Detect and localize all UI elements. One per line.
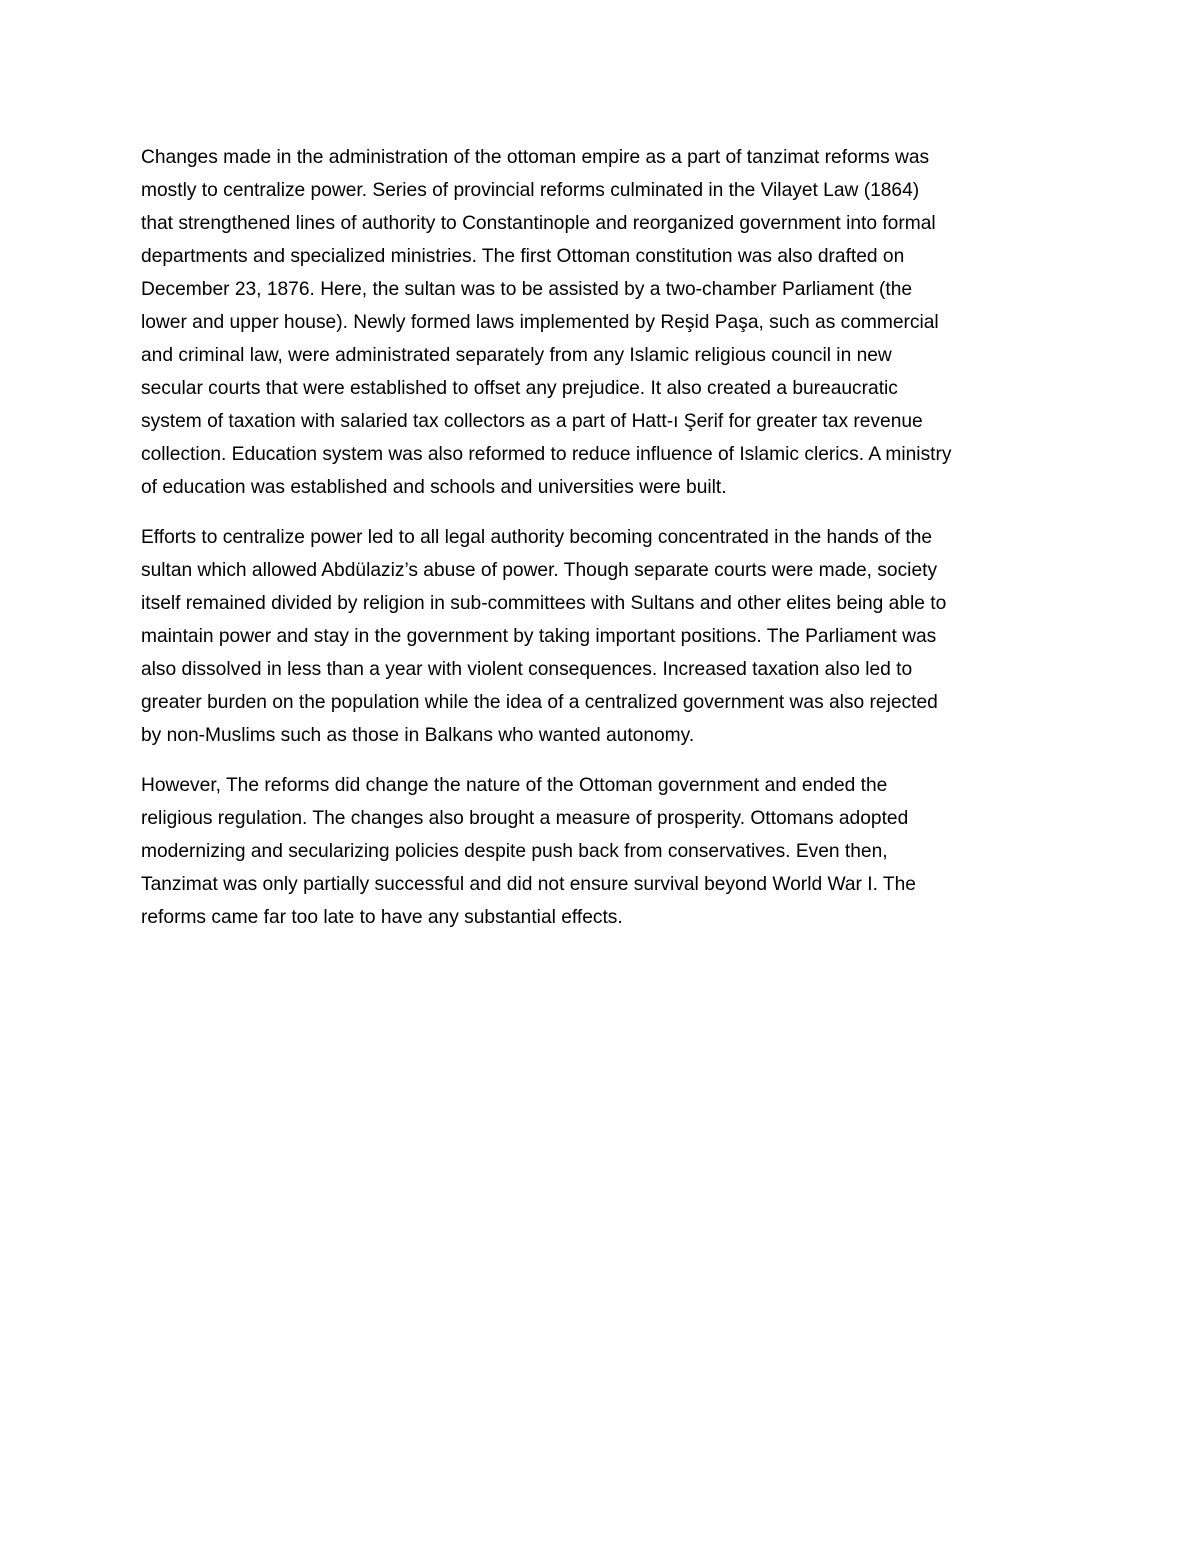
text-line: and criminal law, were administrated separately from any Islamic religious council in new: [141, 345, 892, 366]
text-line: of education was established and schools and universities were built.: [141, 477, 727, 498]
text-line: that strengthened lines of authority to Constantinople and reorganized government into formal: [141, 213, 936, 234]
text-line: also dissolved in less than a year with violent consequences. Increased taxation also led to: [141, 659, 913, 680]
text-line: Efforts to centralize power led to all legal authority becoming concentrated in the hands of the: [141, 527, 933, 548]
paragraph-1: [141, 141, 1061, 504]
text-line: by non-Muslims such as those in Balkans who wanted autonomy.: [141, 725, 695, 746]
text-line: collection. Education system was also reformed to reduce influence of Islamic clerics. A ministry: [141, 444, 952, 465]
text-line: lower and upper house). Newly formed laws implemented by Reşid Paşa, such as commercial: [141, 312, 939, 333]
paragraph-2: [141, 521, 1061, 752]
text-line: Tanzimat was only partially successful and did not ensure survival beyond World War I. The: [141, 874, 916, 895]
text-line: departments and specialized ministries. The first Ottoman constitution was also drafted on: [141, 246, 905, 267]
text-line: secular courts that were established to offset any prejudice. It also created a bureaucratic: [141, 378, 898, 399]
text-line: greater burden on the population while the idea of a centralized government was also rejected: [141, 692, 938, 713]
text-line: itself remained divided by religion in sub-committees with Sultans and other elites being able to: [141, 593, 947, 614]
text-line: Changes made in the administration of the ottoman empire as a part of tanzimat reforms was: [141, 147, 930, 168]
text-line: reforms came far too late to have any substantial effects.: [141, 907, 623, 928]
text-line: modernizing and secularizing policies despite push back from conservatives. Even then,: [141, 841, 888, 862]
text-line: sultan which allowed Abdülaziz’s abuse of power. Though separate courts were made, society: [141, 560, 938, 581]
text-line: maintain power and stay in the government by taking important positions. The Parliament was: [141, 626, 937, 647]
text-line: However, The reforms did change the nature of the Ottoman government and ended the: [141, 775, 888, 796]
text-line: December 23, 1876. Here, the sultan was to be assisted by a two-chamber Parliament (the: [141, 279, 913, 300]
paragraph-3: [141, 769, 1061, 934]
text-line: religious regulation. The changes also brought a measure of prosperity. Ottomans adopted: [141, 808, 909, 829]
text-line: system of taxation with salaried tax collectors as a part of Hatt-ı Şerif for greater tax revenue: [141, 411, 923, 432]
document-body: [141, 141, 1061, 951]
text-line: mostly to centralize power. Series of provincial reforms culminated in the Vilayet Law (1864): [141, 180, 920, 201]
